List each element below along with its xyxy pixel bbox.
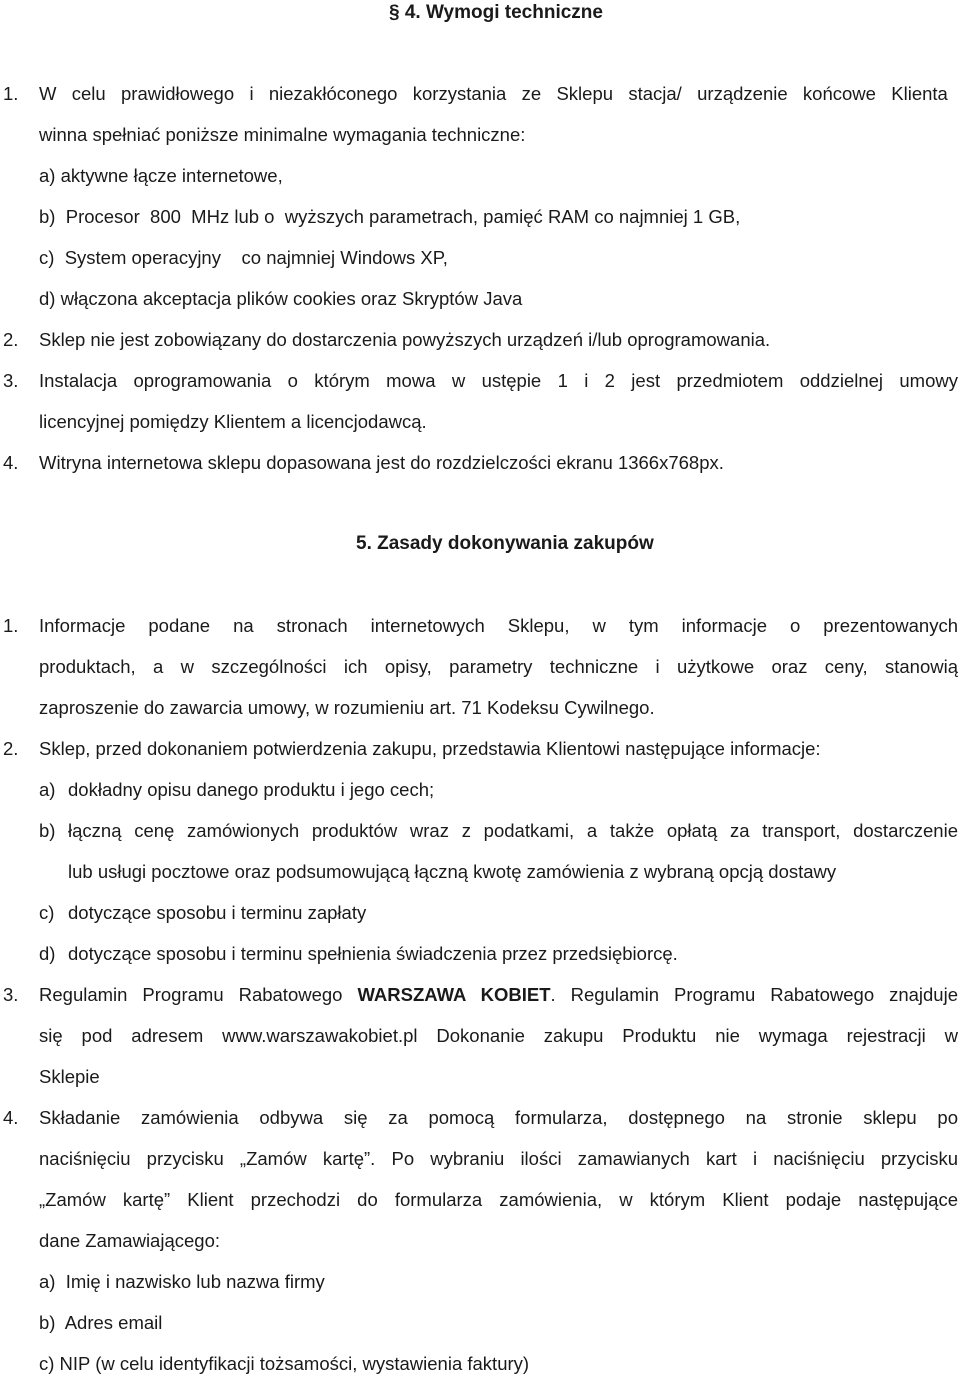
section-4-title: § 4. Wymogi techniczne bbox=[389, 2, 603, 23]
sec4-p3-line1: 3. Instalacja oprogramowania o którym mowa w ustępie 1 i 2 jest przedmiotem oddzielnej umowy bbox=[3, 370, 958, 391]
sec5-p3-line1: 3. Regulamin Programu Rabatowego WARSZAWA KOBIET. Regulamin Programu Rabatowego znajduje bbox=[3, 984, 958, 1005]
sec4-p1-line1 bbox=[0, 82, 960, 106]
sec4-p1-number: 1. bbox=[3, 83, 19, 104]
sec5-p1-line1: 1. Informacje podane na stronach internetowych Sklepu, w tym informacje o prezentowanych bbox=[3, 615, 958, 636]
section-5-title: 5. Zasady dokonywania zakupów bbox=[356, 533, 654, 554]
sec5-p4-line1: 4. Składanie zamówienia odbywa się za pomocą formularza, dostępnego na stronie sklepu po bbox=[3, 1107, 958, 1128]
program-name: WARSZAWA KOBIET bbox=[357, 984, 551, 1005]
sec4-p1-text: W celu prawidłowego i niezakłóconego korzystania ze Sklepu stacja/ urządzenie końcowe Klienta bbox=[39, 83, 948, 104]
